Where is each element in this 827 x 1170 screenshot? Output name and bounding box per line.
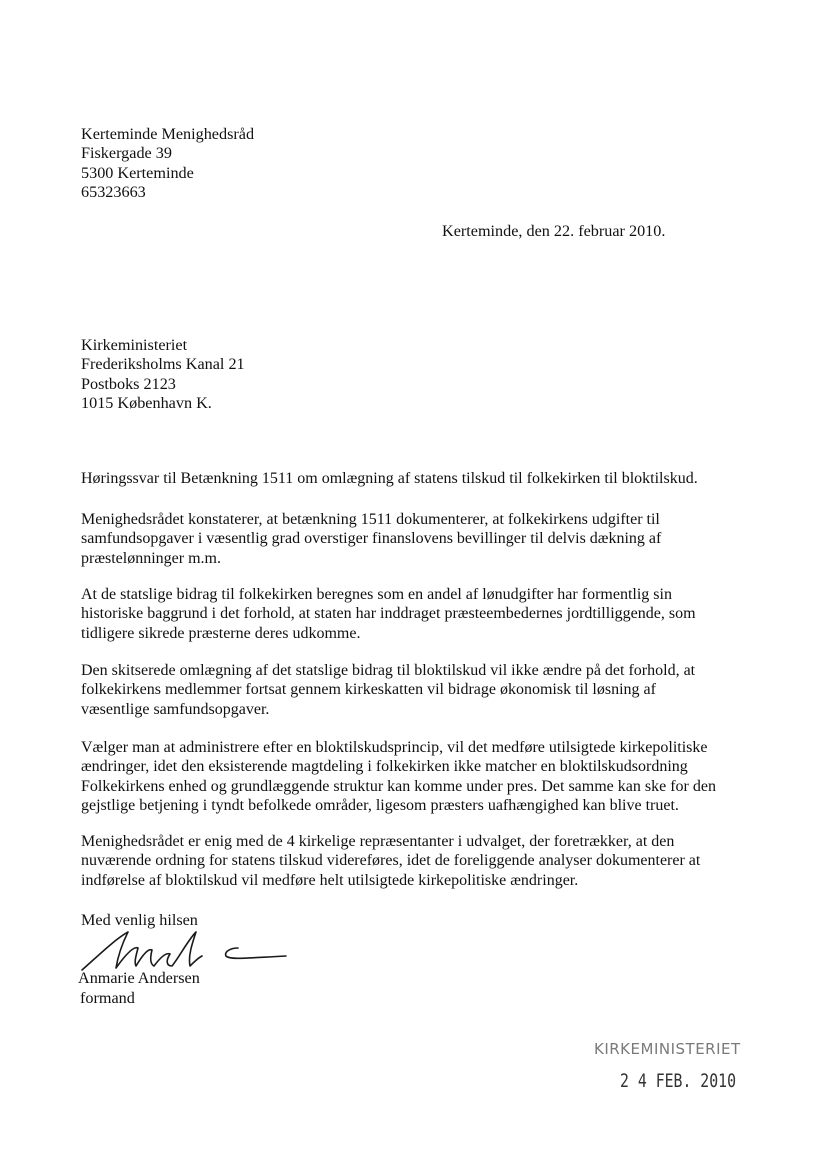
paragraph-line: indførelse af bloktilskud vil medføre helt utilsigtede kirkepolitiske ændringer. (81, 871, 579, 889)
sender-city: 5300 Kerteminde (81, 163, 194, 182)
signatory-title (80, 989, 135, 1008)
closing-text: Med venlig hilsen (81, 911, 198, 929)
subject-line (81, 469, 761, 488)
signatory-name-text: Anmarie Andersen (78, 969, 200, 987)
recipient-address (81, 336, 245, 414)
subject-text: Høringssvar til Betænkning 1511 om omlægning af statens tilskud til folkekirken til bloktilskud. (81, 470, 698, 487)
paragraph-5 (81, 832, 761, 890)
recipient-pobox: Postboks 2123 (81, 374, 176, 393)
paragraph-line: præstelønninger m.m. (81, 549, 221, 567)
paragraph-2 (81, 585, 761, 643)
recipient-street: Frederiksholms Kanal 21 (81, 355, 245, 374)
letter-date (442, 222, 665, 241)
paragraph-line: gejstlige betjening i tyndt befolkede områder, ligesom præsters uafhængighed kan blive truet. (81, 797, 679, 815)
signatory-name (78, 969, 200, 988)
paragraph-line: ændringer, idet den eksisterende magtdeling i folkekirken ikke matcher en bloktilskudsordning (81, 758, 688, 776)
paragraph-1 (81, 510, 761, 568)
paragraph-line: tidligere sikrede præsterne deres udkomme. (81, 624, 361, 642)
paragraph-3 (81, 661, 761, 719)
paragraph-line: At de statslige bidrag til folkekirken beregnes som en andel af lønudgifter har formentlig sin (81, 586, 672, 603)
paragraph-line: nuværende ordning for statens tilskud videreføres, idet de foreliggende analyser dokumenterer at (81, 852, 701, 870)
letter-date-text: Kerteminde, den 22. februar 2010. (442, 222, 666, 240)
sender-phone: 65323663 (81, 183, 146, 202)
paragraph-line: Menighedsrådet konstaterer, at betænkning 1511 dokumenterer, at folkekirkens udgifter til (81, 511, 660, 528)
paragraph-line: samfundsopgaver i væsentlig grad overstiger finanslovens bevillinger til delvis dækning af (81, 530, 662, 548)
sender-address (81, 125, 254, 203)
received-stamp-organization: KIRKEMINISTERIET (594, 1040, 741, 1058)
paragraph-line: Den skitserede omlægning af det statslige bidrag til bloktilskud vil ikke ændre på det forhold, at (81, 662, 696, 679)
recipient-name: Kirkeministeriet (81, 336, 188, 354)
signatory-title-text: formand (80, 989, 135, 1007)
paragraph-line: folkekirkens medlemmer fortsat gennem kirkeskatten vil bidrage økonomisk til løsning af (81, 681, 656, 699)
received-stamp-date: 2 4 FEB. 2010 (620, 1070, 737, 1092)
sender-street: Fiskergade 39 (81, 144, 172, 163)
paragraph-line: Vælger man at administrere efter en bloktilskudsprincip, vil det medføre utilsigtede kirkepolitiske (81, 739, 708, 756)
paragraph-4 (81, 738, 761, 816)
paragraph-line: væsentlige samfundsopgaver. (81, 700, 270, 718)
sender-name: Kerteminde Menighedsråd (81, 125, 255, 143)
paragraph-line: Folkekirkens enhed og grundlæggende struktur kan komme under pres. Det samme kan ske for den (81, 777, 716, 795)
paragraph-line: Menighedsrådet er enig med de 4 kirkelige repræsentanter i udvalget, der foretrækker, at den (81, 833, 675, 850)
paragraph-line: historiske baggrund i det forhold, at staten har inddraget præsteembedernes jordtilliggende, som (81, 605, 696, 623)
recipient-city: 1015 København K. (81, 394, 212, 413)
